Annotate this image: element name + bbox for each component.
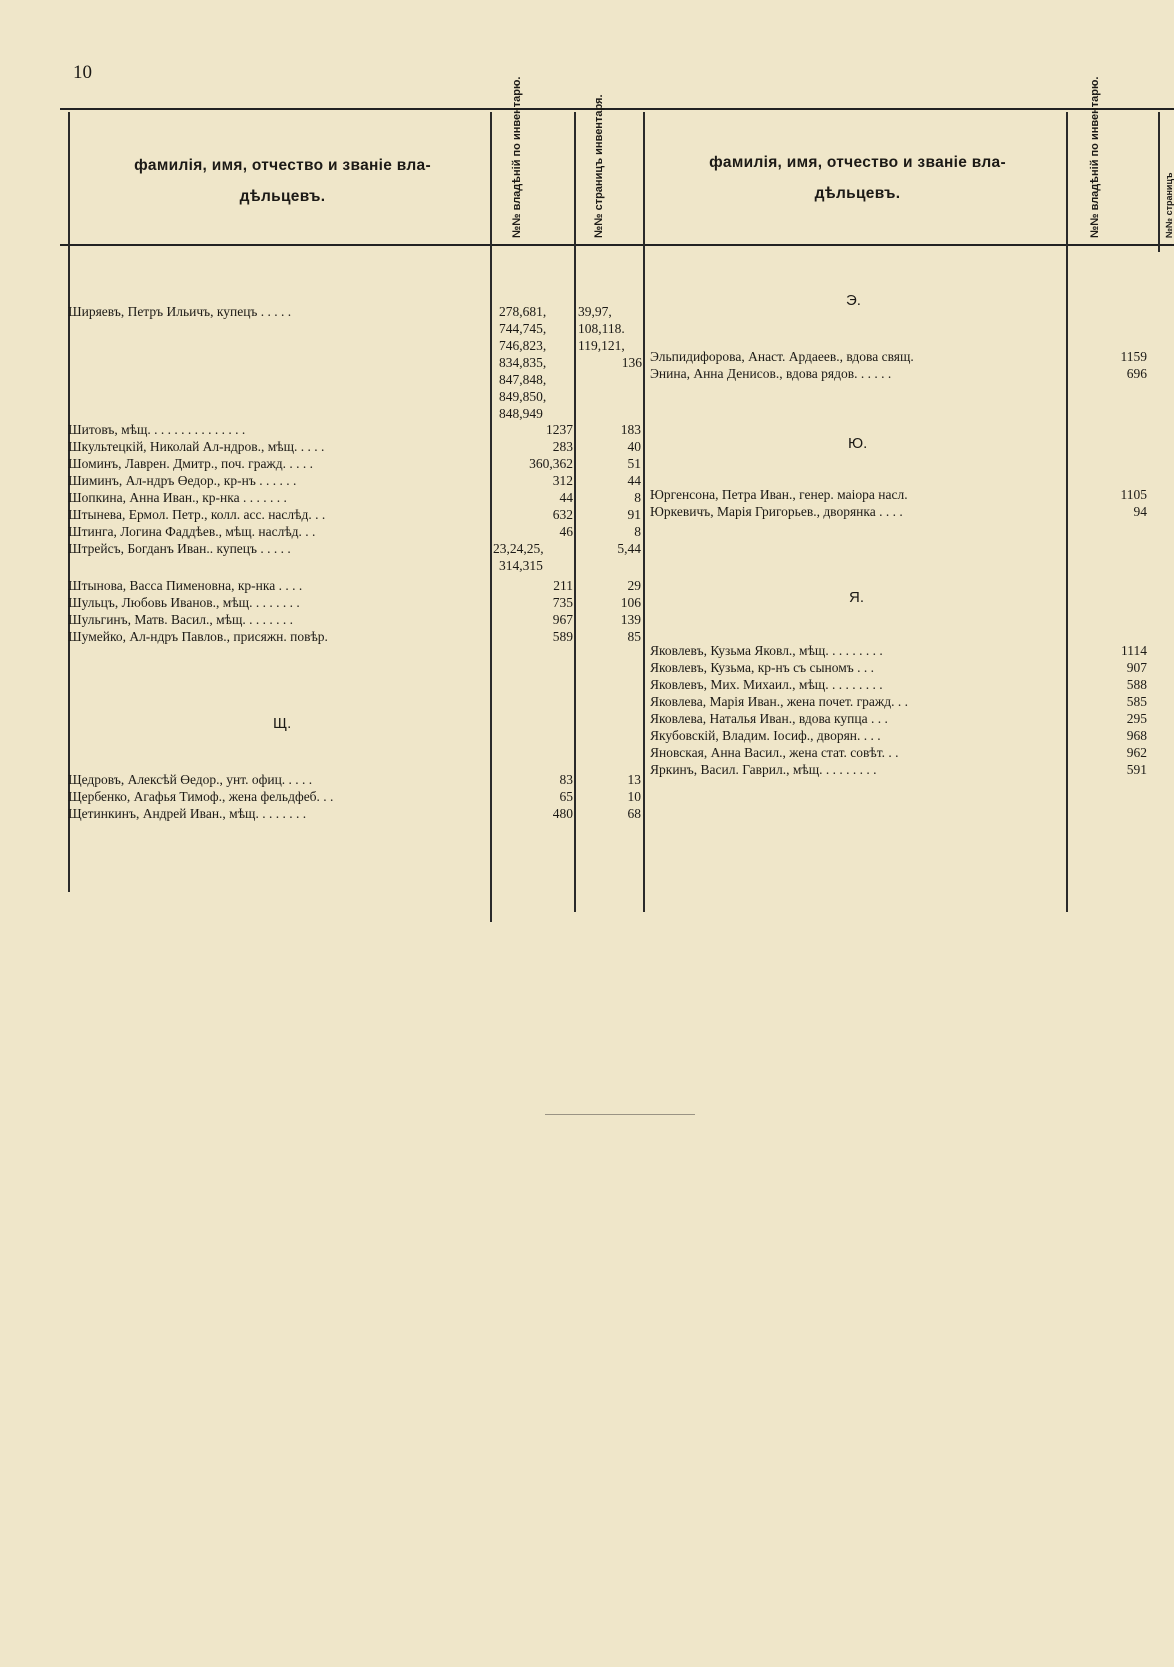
entry-pages: 106	[620, 595, 641, 610]
entry-pages: 40	[627, 439, 641, 454]
entry-owners: 65	[559, 789, 573, 804]
section-letter-ya: Я.	[849, 589, 864, 606]
list-item	[650, 744, 1150, 761]
owners-line: 834,835,	[499, 355, 547, 370]
owners-line: 849,850,	[499, 389, 547, 404]
list-item	[650, 693, 1150, 710]
owners-line: 746,823,	[499, 338, 547, 353]
entry-pages: 8	[634, 524, 641, 539]
entry-owners: 968	[1126, 728, 1147, 743]
right-name-header-line1: фамилія, имя, отчество и званіе вла-	[709, 154, 1006, 171]
entry-pages: 51	[627, 456, 641, 471]
entry-owners: 632	[552, 507, 573, 522]
list-item	[650, 486, 1150, 503]
left-name-header-line1: фамилія, имя, отчество и званіе вла-	[134, 157, 431, 174]
entry-pages: 29	[627, 578, 641, 593]
list-item	[68, 628, 643, 645]
owners-line: 23,24,25,	[493, 541, 544, 556]
owners-line: 847,848,	[499, 372, 547, 387]
list-item	[650, 676, 1150, 693]
owners-line: 278,681,	[499, 304, 547, 319]
list-item	[68, 523, 643, 540]
entry-name: Шульгинъ, Матв. Васил., мѣщ. . . . . . . .	[68, 612, 294, 627]
entry-name: Ширяевъ, Петръ Ильичъ, купецъ . . . . .	[68, 304, 292, 319]
list-item	[68, 455, 643, 472]
entry-name: Шульцъ, Любовь Иванов., мѣщ. . . . . . . .	[68, 595, 300, 610]
entry-owners: 211	[553, 578, 573, 593]
entry-owners: 1237	[546, 422, 573, 437]
left-name-header-line2: дѣльцевъ.	[239, 188, 326, 205]
entry-owners: 907	[1126, 660, 1147, 675]
section-letter-yu: Ю.	[848, 435, 868, 452]
entry-name: Яковлевъ, Кузьма, кр-нъ съ сыномъ . . .	[650, 660, 875, 675]
entry-name: Яковлева, Наталья Иван., вдова купца . . .	[650, 711, 888, 726]
left-owners-header: №№ владѣній по инвентарю.	[511, 76, 523, 238]
right-name-header-line2: дѣльцевъ.	[814, 185, 901, 202]
entry-owners: 83	[559, 772, 573, 787]
owners-line: 848,949	[499, 406, 543, 421]
entry-owners: 967	[552, 612, 573, 627]
list-item	[650, 710, 1150, 727]
list-item	[68, 506, 643, 523]
entry-owners: 1114	[1121, 643, 1147, 658]
entry-pages: 10	[627, 789, 641, 804]
entry-pages-multiline	[578, 303, 644, 371]
entry-owners: 588	[1126, 677, 1147, 692]
entry-owners-multiline	[493, 540, 571, 574]
list-item	[650, 348, 1150, 365]
entry-owners: 1105	[1120, 487, 1147, 502]
section-letter-e: Э.	[846, 292, 861, 309]
owners-line: 744,745,	[499, 321, 547, 336]
pages-line: 39,97,	[578, 304, 612, 319]
list-item	[68, 577, 643, 594]
list-item	[68, 611, 643, 628]
bottom-divider-mark	[545, 1114, 695, 1115]
entry-name: Юргенсона, Петра Иван., генер. маіора насл.	[650, 487, 908, 502]
entry-name: Щедровъ, Алексѣй Өедор., унт. офиц. . . . .	[68, 772, 313, 787]
entry-owners: 295	[1126, 711, 1147, 726]
entry-name: Щербенко, Агафья Тимоф., жена фельдфеб. . .	[68, 789, 334, 804]
entry-name: Энина, Анна Денисов., вдова рядов. . . . . .	[650, 366, 892, 381]
entry-pages: 183	[620, 422, 641, 437]
list-item	[650, 727, 1150, 744]
entry-name: Якубовскій, Владим. Іосиф., дворян. . . .	[650, 728, 881, 743]
list-item	[68, 805, 643, 822]
entry-name: Штрейсъ, Богданъ Иван.. купецъ . . . . .	[68, 541, 291, 556]
entry-name: Щетинкинъ, Андрей Иван., мѣщ. . . . . . . .	[68, 806, 307, 821]
list-item	[68, 788, 643, 805]
list-item	[68, 594, 643, 611]
entry-pages: 44	[627, 473, 641, 488]
entry-owners: 696	[1126, 366, 1147, 381]
entry-owners: 480	[552, 806, 573, 821]
page-number: 10	[73, 62, 92, 83]
entry-owners: 585	[1126, 694, 1147, 709]
entry-owners: 312	[552, 473, 573, 488]
entry-name: Шопкина, Анна Иван., кр-нка . . . . . . .	[68, 490, 287, 505]
entry-name: Яновская, Анна Васил., жена стат. совѣт. . .	[650, 745, 899, 760]
entry-owners: 360,362	[529, 456, 573, 471]
entry-name: Штинга, Логина Фаддѣев., мѣщ. наслѣд. . .	[68, 524, 316, 539]
entry-pages: 8	[634, 490, 641, 505]
entry-owners: 1159	[1120, 349, 1147, 364]
entry-name: Яковлева, Марія Иван., жена почет. гражд. . .	[650, 694, 908, 709]
entry-owners: 735	[552, 595, 573, 610]
entry-pages: 13	[627, 772, 641, 787]
entry-name: Яковлевъ, Мих. Михаил., мѣщ. . . . . . . . .	[650, 677, 883, 692]
entry-pages: 139	[620, 612, 641, 627]
pages-line: 136	[621, 355, 642, 370]
col-divider-3	[643, 112, 645, 912]
list-item	[650, 642, 1150, 659]
list-item	[68, 771, 643, 788]
list-item	[68, 438, 643, 455]
entry-name: Шоминъ, Лаврен. Дмитр., поч. гражд. . . . .	[68, 456, 314, 471]
entry-name: Шумейко, Ал-ндръ Павлов., присяжн. повѣр.	[68, 629, 328, 644]
list-item	[68, 421, 643, 438]
entry-pages: 5,44	[617, 541, 641, 556]
entry-owners-multiline	[499, 303, 573, 422]
owners-line: 314,315	[499, 558, 543, 573]
entry-owners: 283	[552, 439, 573, 454]
entry-owners: 591	[1126, 762, 1147, 777]
entry-owners: 46	[559, 524, 573, 539]
entry-name: Шкультецкій, Николай Ал-ндров., мѣщ. . . . .	[68, 439, 325, 454]
entry-owners: 962	[1126, 745, 1147, 760]
entry-name: Эльпидифорова, Анаст. Ардаеев., вдова свящ.	[650, 349, 914, 364]
entry-name: Штынова, Васса Пименовна, кр-нка . . . .	[68, 578, 303, 593]
list-item	[650, 761, 1150, 778]
col-divider-5	[1158, 112, 1160, 252]
entry-name: Яркинъ, Васил. Гаврил., мѣщ. . . . . . . . .	[650, 762, 877, 777]
right-entries	[650, 0, 1150, 1667]
left-pages-header: №№ страницъ инвентаря.	[593, 94, 605, 238]
pages-line: 119,121,	[578, 338, 625, 353]
entry-pages: 68	[627, 806, 641, 821]
entry-owners: 94	[1133, 504, 1147, 519]
list-item	[650, 503, 1150, 520]
entry-owners: 589	[552, 629, 573, 644]
pages-line: 108,118.	[578, 321, 625, 336]
entry-name: Шитовъ, мѣщ. . . . . . . . . . . . . . .	[68, 422, 246, 437]
right-pages-header: №№ страницъ	[1164, 172, 1174, 238]
list-item	[68, 472, 643, 489]
entry-name: Яковлевъ, Кузьма Яковл., мѣщ. . . . . . . . .	[650, 643, 883, 658]
entry-name: Юркевичъ, Марія Григорьев., дворянка . . . .	[650, 504, 903, 519]
right-owners-header: №№ владѣній по инвентарю.	[1089, 76, 1101, 238]
entry-pages: 85	[627, 629, 641, 644]
list-item	[68, 489, 643, 506]
entry-name: Штынева, Ермол. Петр., колл. асс. наслѣд. . .	[68, 507, 326, 522]
entry-owners: 44	[559, 490, 573, 505]
entry-pages: 91	[627, 507, 641, 522]
list-item	[650, 659, 1150, 676]
section-letter-shch: Щ.	[273, 715, 292, 732]
left-entries	[68, 0, 643, 1667]
entry-name: Шиминъ, Ал-ндръ Өедор., кр-нъ . . . . . .	[68, 473, 297, 488]
list-item	[650, 365, 1150, 382]
